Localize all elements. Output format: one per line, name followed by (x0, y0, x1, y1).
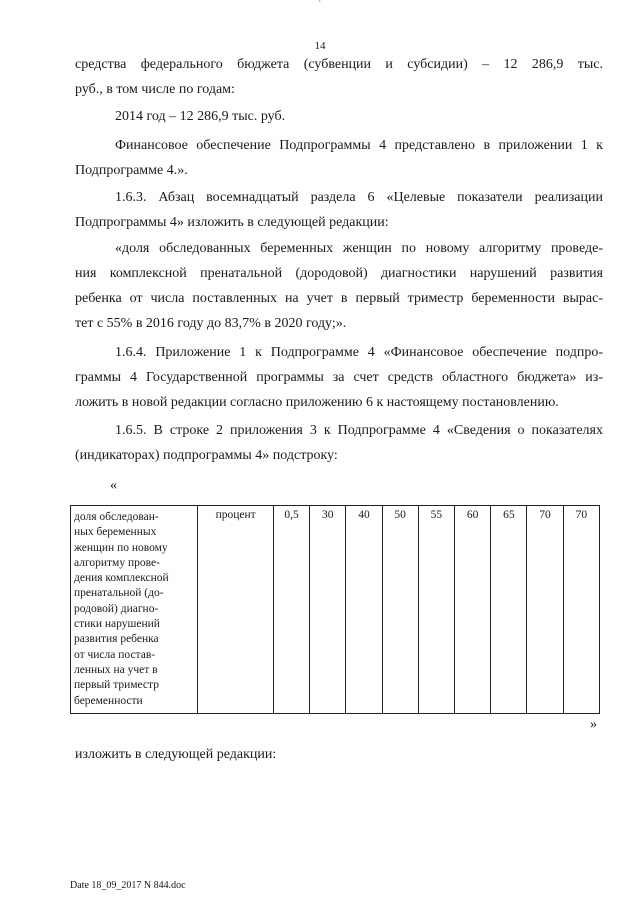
indicator-name-line: беременности (74, 694, 143, 707)
paragraph-1-6-4 (75, 340, 603, 415)
closing-quote: » (590, 717, 597, 732)
paragraph-line: 1.6.5. В строке 2 приложения 3 к Подпрограмме 4 «Сведения о показателях (115, 423, 603, 438)
indicator-name-line: ленных на учет в (74, 663, 158, 676)
value-cell: 40 (346, 506, 382, 714)
indicator-name-line: женщин по новому (74, 541, 168, 554)
paragraph-line: Подпрограммы 4» изложить в следующей редакции: (75, 215, 389, 230)
table-row (71, 506, 600, 714)
paragraph-line: граммы 4 Государственной программы за счет средств областного бюджета» из- (75, 370, 603, 385)
value-cell: 70 (527, 506, 563, 714)
paragraph-line: тет с 55% в 2016 году до 83,7% в 2020 году;». (75, 316, 347, 331)
paragraph-line: Финансовое обеспечение Подпрограммы 4 представлено в приложении 1 к (115, 138, 603, 153)
indicator-name-line: от числа постав- (74, 648, 156, 661)
indicator-name-line: доля обследован- (74, 511, 159, 523)
paragraph-line: руб., в том числе по годам: (75, 82, 235, 97)
indicator-name-line: дения комплексной (74, 572, 169, 585)
paragraph-financing (75, 133, 603, 183)
indicator-name-line: развития ребенка (74, 633, 159, 646)
paragraph-new-edition (75, 742, 603, 767)
indicator-name-line: алгоритму прове- (74, 556, 160, 569)
paragraph-line: ложить в новой редакции согласно приложению 6 к настоящему постановлению. (75, 395, 559, 410)
paragraph-line: изложить в следующей редакции: (75, 747, 277, 762)
paragraph-line: Подпрограмме 4.». (75, 163, 188, 178)
value-cell: 60 (454, 506, 490, 714)
unit-cell: процент (198, 506, 274, 714)
paragraph-line: ребенка от числа поставленных на учет в первый триместр беременности вырас- (75, 291, 603, 306)
indicator-table (70, 505, 600, 714)
paragraph-1-6-5 (75, 418, 603, 468)
value-cell: 65 (491, 506, 527, 714)
scan-mark: ` (318, 0, 322, 11)
indicator-name-line: первый триместр (74, 679, 159, 692)
paragraph-budget (75, 52, 603, 102)
paragraph-line: 2014 год – 12 286,9 тыс. руб. (115, 109, 286, 124)
indicator-name-line: пренатальной (до- (74, 587, 164, 600)
indicator-name-cell (71, 506, 198, 714)
value-cell: 0,5 (273, 506, 309, 714)
value-cell: 70 (563, 506, 599, 714)
paragraph-2014 (115, 104, 595, 129)
paragraph-line: 1.6.3. Абзац восемнадцатый раздела 6 «Целевые показатели реализации (115, 190, 603, 205)
indicator-name-line: ных беременных (74, 526, 157, 539)
indicator-name-line: родовой) диагно- (74, 602, 159, 615)
paragraph-line: «доля обследованных беременных женщин по новому алгоритму проведе- (115, 241, 603, 256)
paragraph-line: 1.6.4. Приложение 1 к Подпрограмме 4 «Финансовое обеспечение подпро- (115, 345, 603, 360)
paragraph-line: средства федерального бюджета (субвенции и субсидии) – 12 286,9 тыс. (75, 57, 603, 72)
paragraph-line: (индикаторах) подпрограммы 4» подстроку: (75, 448, 338, 463)
value-cell: 50 (382, 506, 418, 714)
page-number: 14 (314, 40, 326, 52)
value-cell: 55 (418, 506, 454, 714)
indicator-name-line: стики нарушений (74, 618, 160, 631)
paragraph-line: ния комплексной пренатальной (дородовой) диагностики нарушений развития (75, 266, 603, 281)
paragraph-quote-share (75, 236, 603, 336)
paragraph-1-6-3 (75, 185, 603, 235)
opening-quote: « (110, 478, 117, 493)
value-cell: 30 (310, 506, 346, 714)
document-footer: Date 18_09_2017 N 844.doc (70, 880, 186, 891)
